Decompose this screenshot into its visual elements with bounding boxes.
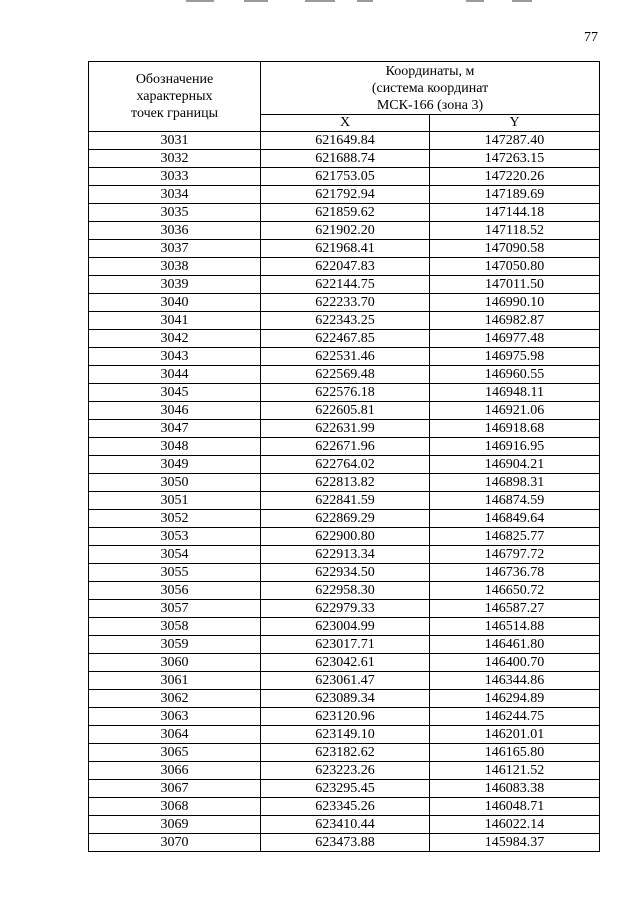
coordinates-table [88, 61, 600, 852]
x-coordinate-cell: 622979.33 [261, 600, 430, 618]
point-cell: 3033 [89, 168, 261, 186]
point-cell: 3068 [89, 798, 261, 816]
y-coordinate-cell: 146960.55 [430, 366, 600, 384]
y-coordinate-cell: 146904.21 [430, 456, 600, 474]
table-row [89, 780, 600, 798]
point-cell: 3063 [89, 708, 261, 726]
table-row [89, 312, 600, 330]
y-coordinate-cell: 146121.52 [430, 762, 600, 780]
x-coordinate-cell: 621968.41 [261, 240, 430, 258]
point-cell: 3031 [89, 132, 261, 150]
point-cell: 3064 [89, 726, 261, 744]
x-coordinate-cell: 623345.26 [261, 798, 430, 816]
point-cell: 3065 [89, 744, 261, 762]
table-row [89, 708, 600, 726]
table-row [89, 636, 600, 654]
x-coordinate-cell: 623042.61 [261, 654, 430, 672]
y-coordinate-cell: 146918.68 [430, 420, 600, 438]
coords-header-line: (система координат [371, 80, 489, 96]
table-row [89, 582, 600, 600]
x-coordinate-cell: 621688.74 [261, 150, 430, 168]
point-cell: 3056 [89, 582, 261, 600]
table-row [89, 546, 600, 564]
x-coordinate-cell: 622900.80 [261, 528, 430, 546]
y-coordinate-cell: 146977.48 [430, 330, 600, 348]
top-edge-mark [512, 0, 532, 2]
y-coordinate-cell: 146344.86 [430, 672, 600, 690]
table-header [89, 62, 600, 132]
x-coordinate-cell: 622531.46 [261, 348, 430, 366]
point-cell: 3055 [89, 564, 261, 582]
top-edge-marks [0, 0, 640, 4]
x-coordinate-cell: 621649.84 [261, 132, 430, 150]
point-cell: 3053 [89, 528, 261, 546]
table-row [89, 798, 600, 816]
table-row [89, 654, 600, 672]
x-coordinate-cell: 622631.99 [261, 420, 430, 438]
y-coordinate-cell: 146083.38 [430, 780, 600, 798]
point-cell: 3047 [89, 420, 261, 438]
point-header-line: Обозначение [135, 72, 214, 87]
x-coordinate-cell: 622144.75 [261, 276, 430, 294]
table-row [89, 672, 600, 690]
y-coordinate-cell: 146921.06 [430, 402, 600, 420]
x-coordinate-cell: 621859.62 [261, 204, 430, 222]
y-coordinate-cell: 147189.69 [430, 186, 600, 204]
x-coordinate-cell: 621753.05 [261, 168, 430, 186]
x-coordinate-cell: 622569.48 [261, 366, 430, 384]
point-cell: 3048 [89, 438, 261, 456]
table-row [89, 816, 600, 834]
y-coordinate-cell: 146916.95 [430, 438, 600, 456]
point-cell: 3061 [89, 672, 261, 690]
top-edge-mark [357, 0, 373, 2]
x-coordinate-cell: 622605.81 [261, 402, 430, 420]
point-cell: 3032 [89, 150, 261, 168]
table-row [89, 258, 600, 276]
y-coordinate-cell: 146982.87 [430, 312, 600, 330]
point-cell: 3050 [89, 474, 261, 492]
x-coordinate-cell: 622841.59 [261, 492, 430, 510]
table-row [89, 744, 600, 762]
point-cell: 3070 [89, 834, 261, 852]
point-cell: 3057 [89, 600, 261, 618]
x-coordinate-cell: 622576.18 [261, 384, 430, 402]
x-coordinate-cell: 622869.29 [261, 510, 430, 528]
table-row [89, 132, 600, 150]
x-coordinate-cell: 623223.26 [261, 762, 430, 780]
x-coordinate-cell: 623089.34 [261, 690, 430, 708]
table-row [89, 222, 600, 240]
y-coordinate-cell: 147220.26 [430, 168, 600, 186]
coordinates-column-header [261, 62, 600, 115]
x-coordinate-cell: 622233.70 [261, 294, 430, 312]
point-cell: 3069 [89, 816, 261, 834]
table-row [89, 492, 600, 510]
point-cell: 3040 [89, 294, 261, 312]
y-coordinate-cell: 146022.14 [430, 816, 600, 834]
y-coordinate-cell: 146736.78 [430, 564, 600, 582]
x-coordinate-cell: 622343.25 [261, 312, 430, 330]
x-coordinate-cell: 622467.85 [261, 330, 430, 348]
y-coordinate-cell: 146244.75 [430, 708, 600, 726]
point-cell: 3054 [89, 546, 261, 564]
point-header-line: точек границы [131, 106, 218, 121]
y-coordinate-cell: 147118.52 [430, 222, 600, 240]
table-row [89, 528, 600, 546]
y-coordinate-cell: 147011.50 [430, 276, 600, 294]
x-coordinate-cell: 623017.71 [261, 636, 430, 654]
point-cell: 3042 [89, 330, 261, 348]
x-coordinate-cell: 623182.62 [261, 744, 430, 762]
point-cell: 3060 [89, 654, 261, 672]
table-row [89, 276, 600, 294]
point-cell: 3052 [89, 510, 261, 528]
table-row [89, 762, 600, 780]
point-cell: 3051 [89, 492, 261, 510]
x-coordinate-cell: 622813.82 [261, 474, 430, 492]
table-body [89, 132, 600, 852]
y-coordinate-cell: 146048.71 [430, 798, 600, 816]
table-row [89, 618, 600, 636]
table-row [89, 420, 600, 438]
point-cell: 3041 [89, 312, 261, 330]
y-coordinate-cell: 146461.80 [430, 636, 600, 654]
y-coordinate-cell: 146948.11 [430, 384, 600, 402]
point-cell: 3049 [89, 456, 261, 474]
y-coordinate-cell: 146849.64 [430, 510, 600, 528]
table-row [89, 834, 600, 852]
point-cell: 3037 [89, 240, 261, 258]
table-row [89, 348, 600, 366]
table-row [89, 240, 600, 258]
table-row [89, 456, 600, 474]
y-coordinate-cell: 146650.72 [430, 582, 600, 600]
x-coordinate-cell: 622047.83 [261, 258, 430, 276]
y-coordinate-cell: 147050.80 [430, 258, 600, 276]
y-coordinate-cell: 145984.37 [430, 834, 600, 852]
point-cell: 3059 [89, 636, 261, 654]
table-row [89, 726, 600, 744]
point-cell: 3066 [89, 762, 261, 780]
table-row [89, 366, 600, 384]
x-coordinate-cell: 622958.30 [261, 582, 430, 600]
point-cell: 3046 [89, 402, 261, 420]
x-coordinate-cell: 622934.50 [261, 564, 430, 582]
point-cell: 3035 [89, 204, 261, 222]
y-coordinate-cell: 146797.72 [430, 546, 600, 564]
x-coordinate-cell: 623295.45 [261, 780, 430, 798]
y-coordinate-cell: 146400.70 [430, 654, 600, 672]
table-row [89, 294, 600, 312]
table-row [89, 600, 600, 618]
header-row [89, 62, 600, 115]
y-coordinate-cell: 147287.40 [430, 132, 600, 150]
top-edge-mark [305, 0, 335, 2]
table-row [89, 564, 600, 582]
point-cell: 3044 [89, 366, 261, 384]
x-column-header: X [261, 115, 430, 132]
y-coordinate-cell: 146201.01 [430, 726, 600, 744]
point-cell: 3038 [89, 258, 261, 276]
point-cell: 3058 [89, 618, 261, 636]
coords-header-line: Координаты, м [385, 63, 475, 79]
y-coordinate-cell: 147144.18 [430, 204, 600, 222]
page-number: 77 [584, 30, 598, 45]
table-row [89, 510, 600, 528]
y-coordinate-cell: 146587.27 [430, 600, 600, 618]
table-row [89, 474, 600, 492]
x-coordinate-cell: 623004.99 [261, 618, 430, 636]
table-row [89, 168, 600, 186]
x-coordinate-cell: 622913.34 [261, 546, 430, 564]
table-row [89, 438, 600, 456]
table-row [89, 690, 600, 708]
point-cell: 3067 [89, 780, 261, 798]
y-coordinate-cell: 147090.58 [430, 240, 600, 258]
table-row [89, 330, 600, 348]
point-cell: 3034 [89, 186, 261, 204]
x-coordinate-cell: 623149.10 [261, 726, 430, 744]
point-cell: 3045 [89, 384, 261, 402]
table-row [89, 384, 600, 402]
point-column-header [89, 62, 261, 132]
y-coordinate-cell: 146165.80 [430, 744, 600, 762]
table-row [89, 150, 600, 168]
x-coordinate-cell: 623061.47 [261, 672, 430, 690]
x-coordinate-cell: 623120.96 [261, 708, 430, 726]
coords-header-line: МСК-166 (зона 3) [376, 97, 484, 113]
point-cell: 3062 [89, 690, 261, 708]
point-cell: 3043 [89, 348, 261, 366]
point-cell: 3036 [89, 222, 261, 240]
top-edge-mark [186, 0, 214, 2]
top-edge-mark [244, 0, 268, 2]
y-coordinate-cell: 146990.10 [430, 294, 600, 312]
y-coordinate-cell: 146898.31 [430, 474, 600, 492]
point-cell: 3039 [89, 276, 261, 294]
table-row [89, 402, 600, 420]
y-coordinate-cell: 147263.15 [430, 150, 600, 168]
x-coordinate-cell: 622671.96 [261, 438, 430, 456]
x-coordinate-cell: 623473.88 [261, 834, 430, 852]
x-coordinate-cell: 621792.94 [261, 186, 430, 204]
y-coordinate-cell: 146294.89 [430, 690, 600, 708]
table-row [89, 204, 600, 222]
table-row [89, 186, 600, 204]
y-coordinate-cell: 146975.98 [430, 348, 600, 366]
top-edge-mark [466, 0, 484, 2]
y-coordinate-cell: 146825.77 [430, 528, 600, 546]
x-coordinate-cell: 622764.02 [261, 456, 430, 474]
y-coordinate-cell: 146874.59 [430, 492, 600, 510]
y-coordinate-cell: 146514.88 [430, 618, 600, 636]
x-coordinate-cell: 621902.20 [261, 222, 430, 240]
point-header-line: характерных [136, 89, 213, 104]
x-coordinate-cell: 623410.44 [261, 816, 430, 834]
y-column-header: Y [430, 115, 600, 132]
